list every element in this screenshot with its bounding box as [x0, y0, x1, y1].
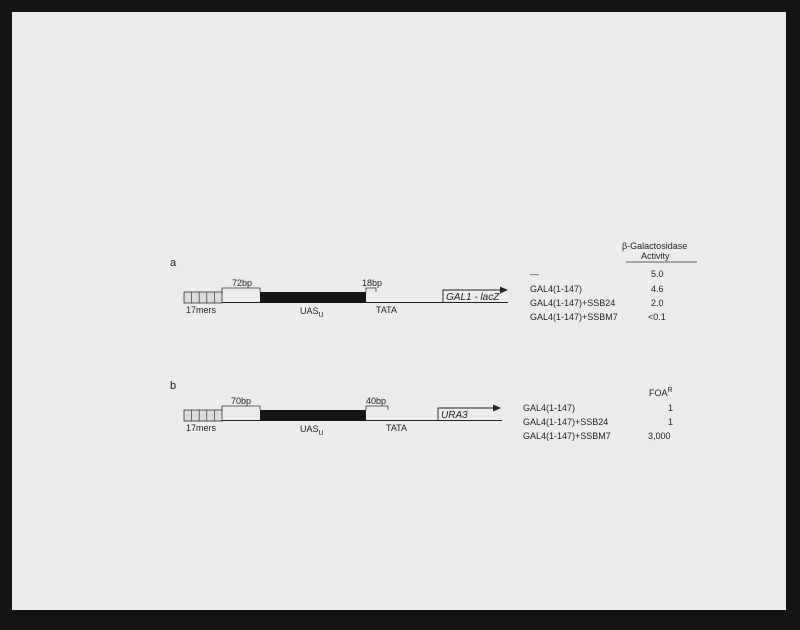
panel-b-row-construct: GAL4(1-147)+SSB24: [523, 417, 609, 427]
panel-b-repeat-label: 17mers: [186, 423, 217, 433]
panel-a-spacer1-label: 72bp: [232, 278, 253, 288]
panel-b-17mer-boxes: [184, 410, 222, 421]
panel-a-row-value: 5.0: [651, 269, 664, 279]
panel-a-17mer-boxes: [184, 292, 222, 303]
panel-a-label: a: [170, 257, 177, 269]
panel-a-activity-header-line1: β-Galactosidase: [622, 241, 688, 251]
panel-a-row-construct: GAL4(1-147)+SSBM7: [530, 312, 618, 322]
panel-a-row-construct: GAL4(1-147)+SSB24: [530, 298, 616, 308]
panel-b-spacer2-bracket: [366, 406, 388, 410]
panel-a-uas-block: [260, 292, 366, 303]
panel-a-reporter-label: GAL1 - lacZ: [446, 292, 500, 303]
panel-b-arrow-icon: [493, 405, 501, 412]
panel-b-reporter-label: URA3: [441, 410, 468, 421]
panel-a-row-construct: —: [530, 269, 539, 279]
panel-a-repeat-label: 17mers: [186, 305, 217, 315]
panel-b-label: b: [170, 380, 177, 392]
panel-a-activity-header-line2: Activity: [641, 251, 670, 261]
panel-a-tata-label: TATA: [376, 305, 397, 315]
panel-b-tata-label: TATA: [386, 423, 407, 433]
panel-b-row-value: 3,000: [648, 431, 671, 441]
panel-b-uas-label: $UAS_U$: [300, 424, 324, 437]
panel-b-spacer1-bracket: [222, 406, 260, 410]
panel-a-row-value: 2.0: [651, 298, 664, 308]
panel-a-row-value: 4.6: [651, 284, 664, 294]
panel-a-arrow-icon: [500, 287, 508, 294]
panel-b-row-construct: GAL4(1-147): [523, 403, 576, 413]
panel-b-foa-header: $FOA^R$: [649, 387, 673, 398]
panel-b-row-value: 1: [668, 417, 674, 427]
panel-a-uas-label: $UAS_U$: [300, 306, 324, 319]
panel-a-spacer2-label: 18bp: [362, 278, 383, 288]
panel-a-spacer1-bracket: [222, 288, 260, 292]
panel-b-row-value: 1: [668, 403, 674, 413]
panel-a-spacer2-bracket: [366, 288, 376, 292]
panel-b-spacer1-label: 70bp: [231, 396, 252, 406]
panel-b-spacer2-label: 40bp: [366, 396, 387, 406]
panel-a-row-construct: GAL4(1-147): [530, 284, 583, 294]
panel-b-row-construct: GAL4(1-147)+SSBM7: [523, 431, 611, 441]
panel-b-uas-block: [260, 410, 366, 421]
panel-a-row-value: <0.1: [648, 312, 666, 322]
